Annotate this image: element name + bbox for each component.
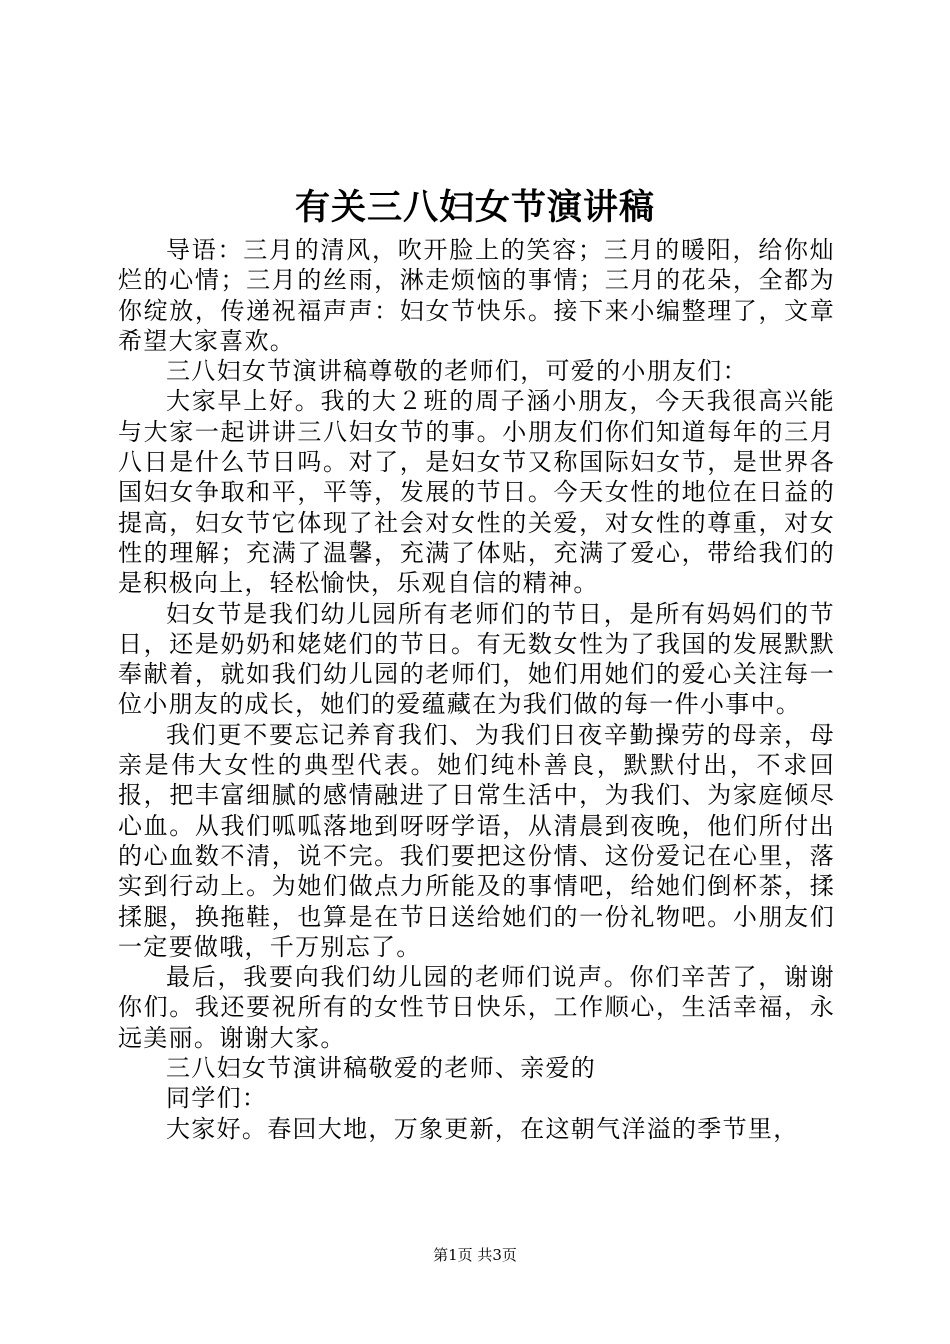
paragraph-speech1-greeting: 大家早上好。我的大２班的周子涵小朋友，今天我很高兴能与大家一起讲讲三八妇女节的事。小朋友们你们知道每年的三月八日是什么节日吗。对了，是妇女节又称国际妇女节，是世界各国妇女争取和平，平等，发展的节日。今天女性的地位在日益的提高，妇女节它体现了社会对女性的关爱，对女性的尊重，对女性的理解；充满了温馨，充满了体贴，充满了爱心，带给我们的是积极向上，轻松愉快，乐观自信的精神。 <box>118 387 835 598</box>
document-body <box>118 235 835 1144</box>
paragraph-closing: 最后，我要向我们幼儿园的老师们说声。你们辛苦了，谢谢你们。我还要祝所有的女性节日快乐，工作顺心，生活幸福，永远美丽。谢谢大家。 <box>118 963 835 1052</box>
page-footer: 第1页 共3页 <box>433 1246 517 1264</box>
paragraph-speech1-heading: 三八妇女节演讲稿尊敬的老师们，可爱的小朋友们： <box>166 357 748 386</box>
paragraph-intro: 导语：三月的清风，吹开脸上的笑容；三月的暖阳，给你灿烂的心情；三月的丝雨，淋走烦恼的事情；三月的花朵，全都为你绽放，传递祝福声声：妇女节快乐。接下来小编整理了，文章希望大家喜欢。 <box>118 236 835 355</box>
paragraph-speech2-salutation: 同学们： <box>166 1084 268 1113</box>
paragraph-speech2-opening: 大家好。春回大地，万象更新，在这朝气洋溢的季节里， <box>166 1114 799 1143</box>
paragraph-teachers: 妇女节是我们幼儿园所有老师们的节日，是所有妈妈们的节日，还是奶奶和姥姥们的节日。有无数女性为了我国的发展默默奉献着，就如我们幼儿园的老师们，她们用她们的爱心关注每一位小朋友的成长，她们的爱蕴藏在为我们做的每一件小事中。 <box>118 599 835 719</box>
document-title: 有关三八妇女节演讲稿 <box>294 188 655 228</box>
paragraph-mothers: 我们更不要忘记养育我们、为我们日夜辛勤操劳的母亲，母亲是伟大女性的典型代表。她们纯朴善良，默默付出，不求回报，把丰富细腻的感情融进了日常生活中，为我们、为家庭倾尽心血。从我们呱呱落地到呀呀学语，从清晨到夜晚，他们所付出的心血数不清，说不完。我们要把这份情、这份爱记在心里，落实到行动上。为她们做点力所能及的事情吧，给她们倒杯茶，揉揉腿，换拖鞋，也算是在节日送给她们的一份礼物吧。小朋友们一定要做哦，千万别忘了。 <box>118 720 835 961</box>
paragraph-speech2-heading: 三八妇女节演讲稿敬爱的老师、亲爱的 <box>166 1054 597 1083</box>
